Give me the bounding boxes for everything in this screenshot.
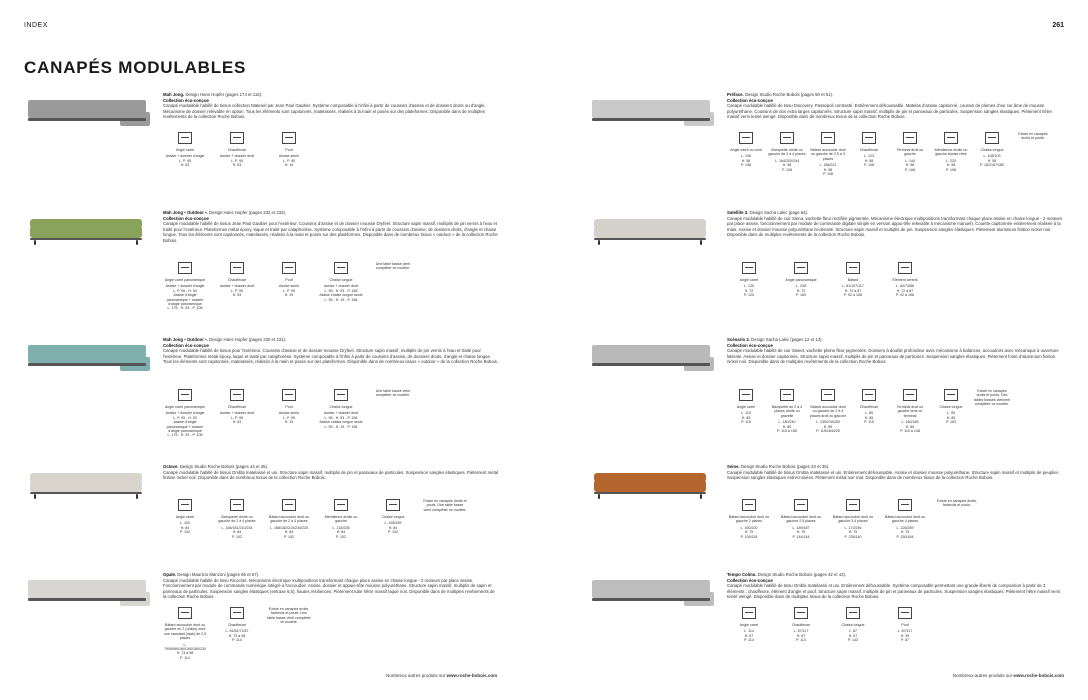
module-diagram-icon [334, 262, 348, 274]
module-dimensions: L. 115 H. 85 P. 115 [741, 411, 751, 425]
module-item [768, 132, 806, 176]
product-designer: Design Studio Roche Bobois (pages 50 et 51). [743, 92, 834, 97]
module-item [973, 132, 1011, 176]
module-item [371, 262, 415, 311]
product-name: Tempo Colmo. [727, 572, 757, 577]
sofa-shape [592, 598, 710, 601]
module-item [883, 607, 927, 643]
module-label: Pouf [901, 623, 909, 627]
module-label: Angle carré panoramique [164, 405, 206, 409]
sofa-photo [588, 572, 718, 612]
module-item [831, 262, 875, 298]
product-image [24, 572, 154, 612]
module-label: Bâtard accoudoir droit ou gauche 2,5 places [780, 515, 822, 524]
module-item [371, 499, 415, 539]
product-image [588, 572, 718, 612]
module-diagram-icon [178, 607, 192, 619]
module-item [371, 389, 415, 438]
module-item [809, 389, 847, 433]
module-item [1014, 132, 1052, 176]
module-item [891, 132, 929, 176]
module-dimensions: L. 180/240 H. 85 P. 115 à 155 [777, 420, 797, 434]
sofa-photo [588, 210, 718, 250]
collection-label: Collection éco-conçue [727, 342, 773, 348]
product-description [163, 210, 499, 243]
module-dimensions: L. 87 H. 67 P. 143 [848, 629, 858, 643]
footer-right [953, 673, 1064, 678]
product-text: Canapé modulable habillé de tissu Ombla matelassé et uni. Entièrement déhoussable. Système composable permettant une grande liberté de composition à partir de 3 éléments : chauffeuse, élément d'angle et pouf. Structure sapin massif, multiplis de pin et panneaux de particules. Suspension sangles élastiques. Piètement hêtre massif verni teinté wengé. Disponible dans de multiples tissus de la collection Roche Bobois. [727, 583, 1061, 599]
page-number: 261 [1052, 22, 1064, 29]
module-item [850, 389, 888, 433]
product-name: Mah Jong. [163, 92, 185, 97]
footer-link[interactable]: www.roche-bobois.com [1013, 673, 1064, 678]
module-item [727, 607, 771, 643]
product-description [727, 210, 1063, 238]
sofa-shape [28, 100, 146, 108]
sofa-photo [24, 210, 154, 250]
module-dimensions: L. 168/181/210/234 H. 84 P. 102 [221, 525, 253, 539]
module-item [215, 607, 259, 660]
module-item [831, 499, 875, 539]
module-dimensions: Assise + dossier droit L. 95 - H. 53 - P. 158 Assise chaise longue seule L. 95 - H. 19 - P. 158 [319, 284, 363, 302]
product-description [163, 92, 499, 120]
module-label: Chauffeuse [227, 148, 247, 152]
module-label: Angle carré panoramique [164, 278, 206, 282]
module-label: Élément central [892, 278, 918, 282]
module-label: Angle carré [175, 148, 195, 152]
module-label: Chauffeuse [791, 623, 811, 627]
module-label: Existe en canapés droits, fauteuils et poufs. [936, 499, 978, 508]
module-diagram-icon [230, 262, 244, 274]
product-designer: Design Hans Hopfer (pages 232 et 233). [207, 210, 287, 215]
module-label: Bâtard accoudoir droit ou gauche 4 places [884, 515, 926, 524]
module-item [267, 499, 311, 539]
collection-label: Collection éco-conçue [163, 97, 209, 103]
module-dimensions: L. 164/200/244 H. 58 P. 108 [775, 158, 799, 172]
sofa-shape [592, 363, 710, 366]
module-label: Existe en canapés droits et poufs. Des tables basses viennent compléter ce modèle. [973, 389, 1011, 407]
module-item [727, 262, 771, 298]
sofa-shape [594, 219, 706, 228]
module-dimensions: Assise + dossier d'angle L. P. 95 H. 53 [165, 154, 205, 168]
sofa-shape [34, 240, 36, 245]
module-label: Existe en canapés droits et poufs. [1018, 132, 1048, 141]
sofa-shape [594, 238, 706, 240]
module-dimensions: L. 114 H. 67 P. 114 [744, 629, 754, 643]
module-diagram-icon [178, 389, 192, 401]
module-diagram-icon [282, 132, 296, 144]
module-item [215, 389, 259, 438]
product-description [163, 337, 499, 365]
sofa-shape [598, 240, 600, 245]
module-item [267, 262, 311, 311]
sofa-shape [30, 219, 142, 228]
module-item [883, 262, 927, 298]
module-diagram-icon [742, 262, 756, 274]
module-label: Chaise longue [329, 405, 353, 409]
module-dimensions: Assise + dossier d'angle L. P. 95 - H. 53 Assise d'angle panoramique + dossier d'angle panoramique L. 175 - H. 53 - P. 106 [165, 411, 205, 438]
sofa-photo [24, 464, 154, 504]
module-list [163, 262, 415, 311]
module-dimensions: L. 160/220 H. 75 P. 105/118 [740, 525, 758, 539]
module-diagram-icon [903, 132, 917, 144]
module-diagram-icon [230, 607, 244, 619]
module-dimensions: Assise + dossier d'angle L. P. 95 - H. 53 Assise d'angle panoramique + dossier d'angle panoramique L. 175 - H. 53 - P. 106 [165, 284, 205, 311]
product-image [588, 337, 718, 377]
module-label: Bâtard accoudoir droit ou gauche en 2 (unités) dont une standard (stab) de 2,5 places [163, 623, 207, 641]
footer-prefix: Nombreux autres produits sur [386, 673, 447, 678]
product-name: Opale. [163, 572, 177, 577]
product-text: Canapé modulable habillé de tissus Ombla matelassé et uni. Structure sapin massif, multiplis de pin et panneaux de particules. Suspension sangles élastiques. Piètement métal finition nickel noir. Disponible dans de nombreux tissus de la collection Roche Bobois. [163, 469, 499, 480]
module-item [319, 389, 363, 438]
module-label: Existe en canapés droits, fauteuils et poufs. Une table basse vient compléter ce modèle. [267, 607, 311, 625]
module-diagram-icon [794, 499, 808, 511]
section-label: INDEX [24, 22, 48, 29]
module-item [267, 607, 311, 660]
footer-prefix: Nombreux autres produits sur [952, 673, 1014, 678]
module-dimensions: L. 135/218/250 H. 85 P. 115/164/225 [816, 420, 840, 434]
module-label: Chaise longue [980, 148, 1004, 152]
module-list [727, 499, 979, 539]
module-item [891, 389, 929, 433]
module-dimensions: L. 168/182/210/234/225 H. 84 P. 102 [270, 525, 308, 539]
sofa-shape [28, 118, 146, 121]
module-item [883, 499, 927, 539]
module-diagram-icon [898, 499, 912, 511]
module-label: Bâtard [847, 278, 859, 282]
module-label: Angle carré [739, 623, 759, 627]
module-diagram-icon [282, 262, 296, 274]
product-text: Canapé modulable habillé de tissu Ricochet. Mécanisme électrique multipositions transformant chaque place assise en chaise longue - 2 moteurs par place assise. Fonctionnement par module de commande numérique intégré à l'accoudoir. Assise, dossier et appuie-tête mousse polyuréthane. Structure sapin massif, multiplis de sapin et panneaux de particules. Suspension sangles élastiques (entraxe 6,5), hautes résiliences. Piètement tube hêtre massif laqué noir. Disponible dans de multiples revêtements de la collection Roche Bobois. [163, 577, 495, 599]
module-item [163, 262, 207, 311]
sofa-shape [34, 494, 36, 499]
module-item [809, 132, 847, 176]
product-description [727, 337, 1063, 365]
collection-label: Collection éco-conçue [727, 97, 773, 103]
module-diagram-icon [862, 389, 876, 401]
sofa-shape [594, 473, 706, 482]
module-dimensions: L. 108/103 H. 58 P. 152/167/180 [980, 154, 1004, 168]
module-diagram-icon [780, 389, 794, 401]
footer-left [386, 673, 497, 678]
module-dimensions: L. 85 H. 85 P. 115 [864, 411, 874, 425]
sofa-shape [28, 345, 146, 353]
product-text: Canapé modulable habillé de cuir Sweet, vachette pleine fleur pigmentée. Dossiers à double profondeur avec mécanisme à balancier, accoudoirs avec mécanique à ouverture latérale. Assise et dossier capitonnés. Structure sapin massif, multiplis de pin et panneaux de particules. Suspension sangles élastiques. Piètement fonte d'aluminium finition nickel noir. Disponible dans de multiples revêtements de la collection Roche Bobois. [727, 348, 1059, 364]
module-diagram-icon [742, 499, 756, 511]
product-description [727, 92, 1063, 120]
sofa-shape [28, 363, 146, 366]
module-dimensions: L. 81/107/117 H. 72 à 87 P. 92 à 156 [842, 284, 864, 298]
product-text: Canapé modulable habillé de tissus Jean Paul Gaultier pour l'extérieur. Coussins d'assise et de dossier mousse Dryfeel. Structure sapin massif, multiplis de pin vernis à l'eau et traité pour l'extérieur. Plateformes métal époxy, laqué et traité par cataphorèse. Système composable à l'infini à partir de coussins d'assise, de dossiers droits, d'angle et chaise longue. Tous les éléments sont capitonnés, matelassés, réalisés à la main et posés sur des plateformes. Disponible dans de nombreux tissus « outdoor » de la collection Roche Bobois. [163, 221, 498, 243]
product-designer: Design Hans Hopfer (pages 174 et 115). [184, 92, 263, 97]
module-diagram-icon [178, 132, 192, 144]
sofa-shape [592, 345, 710, 353]
product-description [163, 572, 499, 600]
sofa-shape [592, 580, 710, 588]
product-text: Canapé modulable habillé de tissu Discovery. Passepoil contrasté. Entièrement déhoussable. Matelas d'assise capitonné, coussin de plumes d'oie sur âme de mousse polyuréthane. Coussins de dos extra larges capitonnés. Structure sapin massif, multiplis de pin et panneaux de particules. Suspension sangles élastiques. Piètement hêtre massif verni teinté wengé. Disponible dans de nombreux tissus de la collection Roche Bobois. [727, 103, 1052, 119]
sofa-shape [594, 492, 706, 494]
module-label: Chaise longue [841, 623, 865, 627]
module-list [163, 389, 415, 438]
sofa-shape [30, 238, 142, 240]
sofa-photo [588, 92, 718, 132]
sofa-shape [28, 598, 146, 601]
module-label: Bâtard accoudoir droit ou gauche de 2 à 4 places [268, 515, 310, 524]
module-dimensions: Assise + dossier droit L. P. 95 H. 53 [219, 284, 255, 298]
module-label: Angle carré ou rond [730, 148, 762, 152]
sofa-shape [136, 240, 138, 245]
module-dimensions: L. 87/117 H. 67 P. 114 [793, 629, 809, 643]
module-diagram-icon [794, 262, 808, 274]
module-label: Chaise longue [329, 278, 353, 282]
module-item [727, 499, 771, 539]
module-label: Chauffeuse [859, 405, 879, 409]
module-item [163, 389, 207, 438]
module-label: Terminal droit ou gauche [896, 148, 924, 157]
product-name: Scénario 2. [727, 337, 750, 342]
product-image [588, 210, 718, 250]
module-item [423, 499, 467, 539]
module-diagram-icon [742, 607, 756, 619]
module-item [935, 499, 979, 539]
module-diagram-icon [821, 132, 835, 144]
module-dimensions: L. 172/246 H. 75 P. 235/140 [844, 525, 862, 539]
module-item [163, 607, 207, 660]
module-diagram-icon [821, 389, 835, 401]
module-label: Terminal droit ou gauche droit ou terminal [896, 405, 924, 418]
module-label: Angle carré [175, 515, 195, 519]
product-designer: Design Studio Roche Bobois (pages 44 et 45). [178, 464, 269, 469]
product-designer: Design Studio Roche Bobois (pages 42 et 43). [756, 572, 847, 577]
module-diagram-icon [903, 389, 917, 401]
module-label: Une table basse vient compléter ce modèle. [375, 262, 411, 271]
module-dimensions: L. 144 H. 58 P. 108 [905, 158, 915, 172]
product-image [24, 210, 154, 250]
module-item [932, 389, 970, 433]
module-list [727, 389, 1011, 433]
module-dimensions: L. 120 H. 72 P. 120 [744, 284, 754, 298]
module-label: Banquette droite ou gauche de 3 à 4 places [768, 148, 806, 157]
module-list [727, 607, 927, 643]
module-dimensions: L. 84/74/86 H. 72 à 87 P. 92 à 156 [896, 284, 914, 298]
module-diagram-icon [334, 499, 348, 511]
collection-label: Collection éco-conçue [727, 577, 773, 583]
module-item [768, 389, 806, 433]
module-diagram-icon [282, 499, 296, 511]
sofa-photo [588, 337, 718, 377]
sofa-photo [24, 92, 154, 132]
module-label: Angle panoramique [785, 278, 817, 282]
module-dimensions: L. 79/99/89/160/160/180/230 H. 73 à 98 P. 114 [164, 642, 206, 660]
module-label: Pouf [285, 278, 293, 282]
module-dimensions: Assise + dossier droit L. P. 95 H. 53 [219, 154, 255, 168]
module-diagram-icon [282, 389, 296, 401]
product-text: Canapé modulable habillé de cuir Siena, vachette fleur rectifiée pigmentée. Mécanisme électrique multipositions transformant chaque place assise en chaise longue - 2 moteurs par place assise, fonctionnement par module de commande digitale simple en version appui-tête relevable à mécanisme manuel). Couette capitonnée entièrement réalisée à la main. Assise et dossier mousse polyuréthane bi-densité. Structure sapin massif et multiplis de pin. Suspension sangles élastiques. Piètement aluminium finition nickel noir. Disponible dans de multiples revêtements de la collection Roche Bobois. [727, 215, 1063, 237]
module-label: Existe en canapés droits et poufs. Une table basse vient compléter ce modèle. [423, 499, 467, 512]
module-dimensions: L. 165/189 H. 84 P. 102 [384, 521, 402, 535]
module-dimensions: Assise + dossier droit L. 95 - H. 53 - P. 158 Assise chaise longue seule L. 95 - H. 19 - P. 158 [319, 411, 363, 429]
module-label: Bâtard accoudoir droit ou gauche 3-4 places [832, 515, 874, 524]
module-item [850, 132, 888, 176]
module-list [163, 132, 311, 168]
sofa-photo [24, 572, 154, 612]
product-image [24, 337, 154, 377]
product-designer: Design Maurizio Manzoni (pages 66 et 67). [176, 572, 260, 577]
product-designer: Design Sacha Lakic (page 64). [748, 210, 809, 215]
module-list [163, 499, 467, 539]
module-item [267, 389, 311, 438]
module-label: Chauffeuse [227, 278, 247, 282]
sofa-shape [592, 100, 710, 108]
module-list [727, 132, 1052, 176]
module-item [932, 132, 970, 176]
module-label: Une table basse vient compléter ce modèle. [375, 389, 411, 398]
module-diagram-icon [846, 499, 860, 511]
module-dimensions: L. 102 H. 84 P. 102 [180, 521, 190, 535]
module-label: Pouf [285, 148, 293, 152]
collection-label: Collection éco-conçue [163, 215, 209, 221]
sofa-shape [30, 473, 142, 482]
collection-label: Collection éco-conçue [163, 342, 209, 348]
module-label: Pouf [285, 405, 293, 409]
product-text: Canapé modulable habillé de tissus collection Materiel par Jean Paul Gaultier. Système composable à l'infini à partir de coussins d'assise et de dossiers droits ou d'angle. Mécanisme de dossier relevable en option. Tous les éléments sont capitonnés, matelassés, réalisés à la main et posés sur des plateformes. Disponible dans de multiples revêtements de la collection Roche Bobois. [163, 103, 486, 119]
module-label: Angle carré [736, 405, 756, 409]
module-item [319, 262, 363, 311]
product-name: Mah Jong • Outdoor •. [163, 337, 208, 342]
module-label: Bâtard accoudoir droit ou gauche 2 places [728, 515, 770, 524]
module-dimensions: L. 81/81/71/87 H. 73 à 98 P. 114 [225, 629, 249, 643]
module-diagram-icon [178, 262, 192, 274]
sofa-shape [598, 494, 600, 499]
module-label: Chauffeuse [227, 405, 247, 409]
module-diagram-icon [386, 499, 400, 511]
module-diagram-icon [846, 607, 860, 619]
module-label: Chauffeuse [859, 148, 879, 152]
module-label: Méridienne droite ou gauche Assise rétro [934, 148, 968, 157]
product-designer: Design Hans Hopfer (pages 230 et 231). [207, 337, 287, 342]
sofa-shape [28, 580, 146, 588]
product-image [588, 464, 718, 504]
page-title: CANAPÉS MODULABLES [24, 58, 247, 77]
module-diagram-icon [985, 132, 999, 144]
module-item [973, 389, 1011, 433]
sofa-shape [592, 118, 710, 121]
module-label: Bâtard accoudoir droit ou gauche de 2 à 4 places droit ou gauche [809, 405, 847, 418]
module-dimensions: L. 186/221 H. 58 P. 108 [819, 163, 837, 177]
module-diagram-icon [334, 389, 348, 401]
module-diagram-icon [739, 389, 753, 401]
product-name: Préface. [727, 92, 744, 97]
sofa-photo [588, 464, 718, 504]
product-designer: Design Sacha Lakic (pages 12 et 13). [749, 337, 823, 342]
module-dimensions: L. 228 H. 72 P. 160 [796, 284, 806, 298]
module-label: Chauffeuse [227, 623, 247, 627]
module-dimensions: Assise seule L. P. 95 H. 19 [278, 154, 300, 168]
module-diagram-icon [230, 389, 244, 401]
module-dimensions: L. 218/226 H. 84 P. 102 [332, 525, 350, 539]
product-description [163, 464, 499, 481]
product-description [727, 464, 1063, 481]
module-dimensions: L. 160/185 H. 85 P. 115 à 148 [900, 420, 920, 434]
module-diagram-icon [944, 132, 958, 144]
module-diagram-icon [739, 132, 753, 144]
module-dimensions: Assise seule L. P. 95 H. 19 [278, 284, 300, 298]
module-diagram-icon [862, 132, 876, 144]
product-name: Octave. [163, 464, 179, 469]
product-text: Canapé modulable habillé de tissus Ombla matelassé et uni. Entièrement déhoussable. Assise et dossier mousse polyuréthane. Structure sapin massif et multiplis de peuplier. Suspension sangles élastiques entrecroisées. Piètement métal noir mat. Disponible dans de nombreux tissus de la collection Roche Bobois. [727, 469, 1059, 480]
sofa-shape [700, 494, 702, 499]
module-label: Bâtard accoudoir droit ou gauche de 2,5 à 3 places [810, 148, 846, 161]
sofa-shape [30, 492, 142, 494]
module-dimensions: Assise + dossier droit L. P. 95 H. 53 [219, 411, 255, 425]
module-diagram-icon [846, 262, 860, 274]
module-dimensions: L. 123 H. 58 P. 108 [864, 154, 874, 168]
product-image [24, 464, 154, 504]
product-designer: Design Studio Roche Bobois (pages 34 et 35). [739, 464, 830, 469]
module-item [319, 499, 363, 539]
product-name: Mah Jong • Outdoor •. [163, 210, 208, 215]
module-item [727, 389, 765, 433]
product-description [727, 572, 1063, 600]
module-diagram-icon [898, 262, 912, 274]
module-diagram-icon [794, 607, 808, 619]
module-dimensions: L. 95 H. 85 P. 163 [946, 411, 956, 425]
module-item [215, 499, 259, 539]
module-label: Banquette droite ou gauche de 2 à 4 places [218, 515, 256, 524]
sofa-photo [24, 337, 154, 377]
module-label: Méridienne droite ou gauche [324, 515, 358, 524]
module-diagram-icon [898, 607, 912, 619]
product-image [588, 92, 718, 132]
module-dimensions: Assise seule L. P. 95 H. 19 [278, 411, 300, 425]
module-item [267, 132, 311, 168]
module-list [727, 262, 927, 298]
module-item [831, 607, 875, 643]
product-image [24, 92, 154, 132]
module-label: Banquette de 2 à 4 places droite ou gravelle [771, 405, 803, 418]
module-label: Angle carré [739, 278, 759, 282]
module-list [163, 607, 311, 660]
module-item [779, 607, 823, 643]
module-dimensions: L. 87/117 H. 39 P. 87 [897, 629, 913, 643]
module-diagram-icon [230, 499, 244, 511]
module-item [727, 132, 765, 176]
module-item [779, 499, 823, 539]
module-item [163, 499, 207, 539]
module-dimensions: L. 189/187 H. 75 P. 144/144 [792, 525, 810, 539]
module-item [215, 132, 259, 168]
module-item [215, 262, 259, 311]
module-diagram-icon [944, 389, 958, 401]
module-dimensions: L. 226/289 H. 75 P. 150/164 [896, 525, 914, 539]
sofa-shape [700, 240, 702, 245]
sofa-shape [136, 494, 138, 499]
module-diagram-icon [230, 132, 244, 144]
module-dimensions: L. 220 H. 58 P. 108 [946, 158, 956, 172]
footer-link[interactable]: www.roche-bobois.com [446, 673, 498, 678]
module-label: Chaise longue [939, 405, 963, 409]
product-name: Satellite 3. [727, 210, 749, 215]
module-diagram-icon [780, 132, 794, 144]
module-item [779, 262, 823, 298]
product-name: Seine. [727, 464, 740, 469]
module-item [163, 132, 207, 168]
module-dimensions: L. 108 H. 58 P. 108 [741, 154, 751, 168]
module-label: Chaise longue [381, 515, 405, 519]
module-diagram-icon [178, 499, 192, 511]
product-text: Canapé modulable habillé de tissus pour l'extérieur. Coussins d'assise et de dossier mousse Dryfeel. Structure sapin massif, multiplis de pin vernis à l'eau et traité pour l'extérieur. Plateformes métal époxy, laqué et traité par cataphorèse. Système composable à l'infini à partir de coussins d'assise, de dossiers droits, d'angle et chaise longue. Tous les éléments sont capitonnés, matelassés, réalisés à la main et posés sur des plateformes. Disponible dans de nombreux tissus « outdoor » de la collection Roche Bobois. [163, 348, 499, 364]
